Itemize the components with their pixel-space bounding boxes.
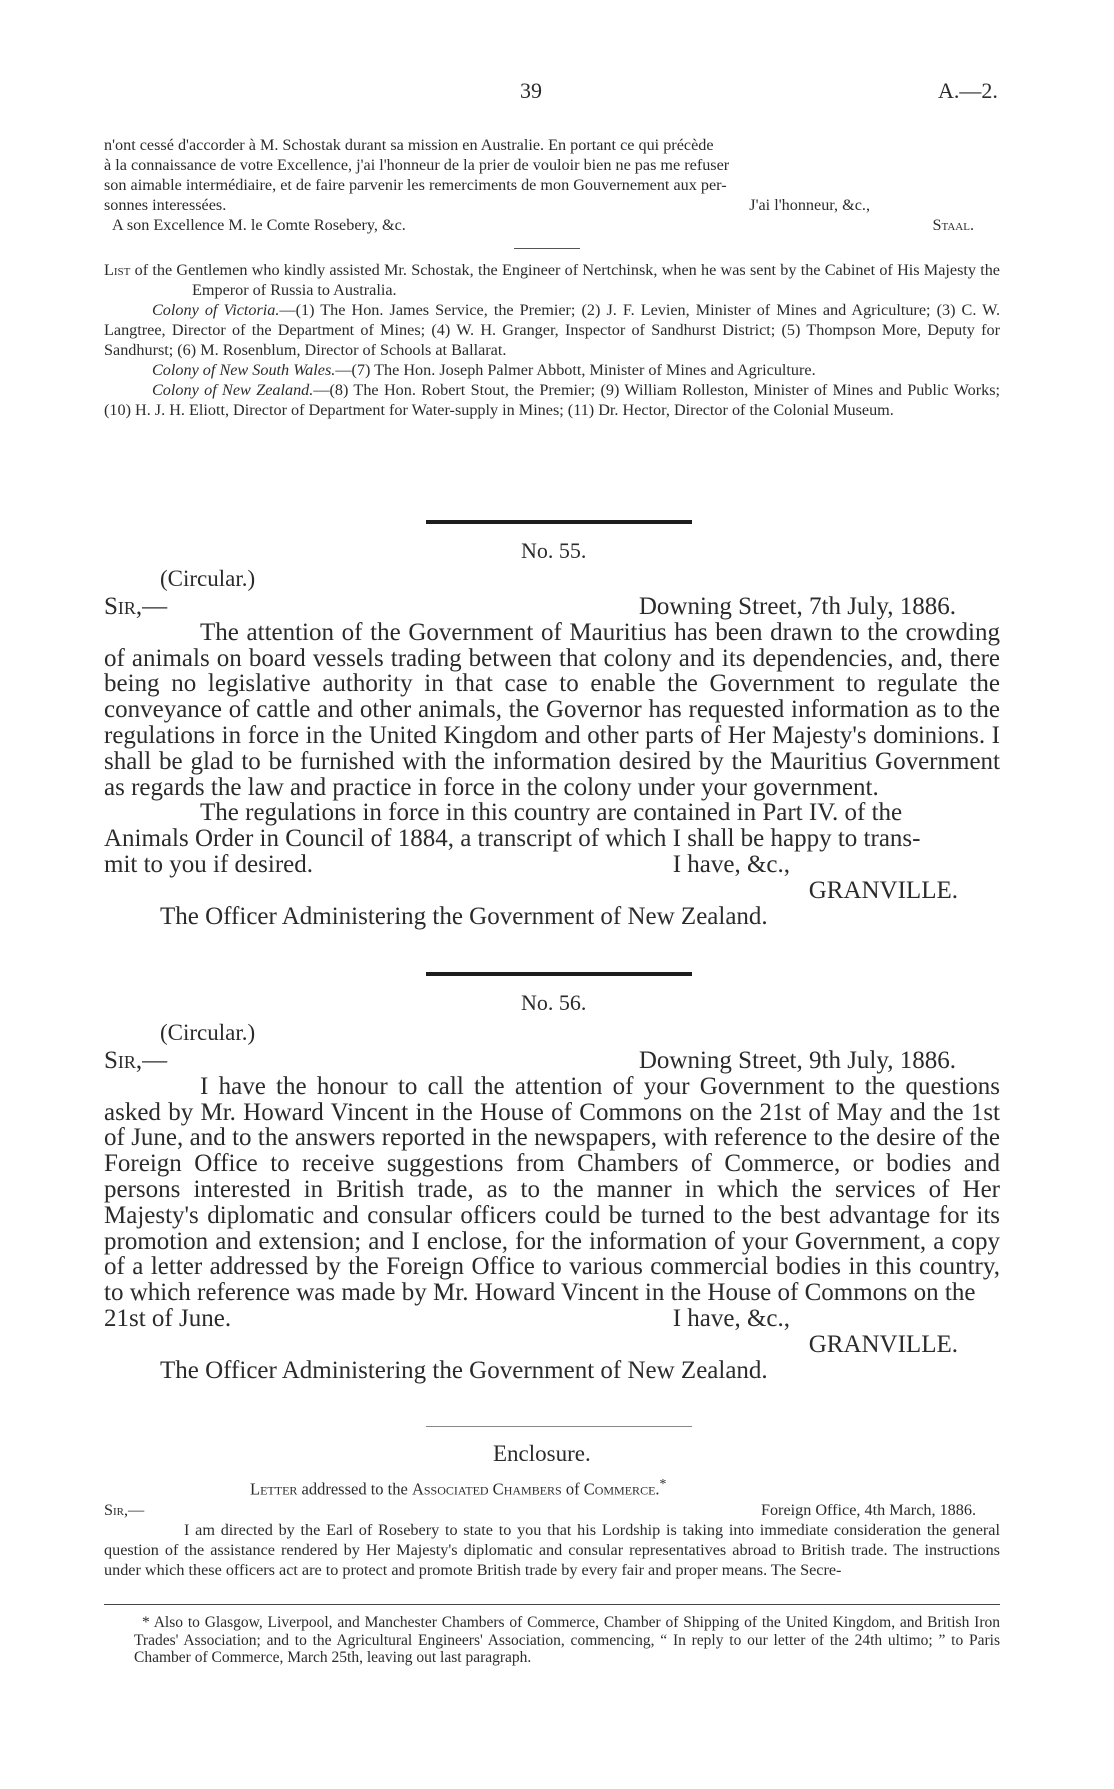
no56-place-date: Downing Street, 9th July, 1886.	[638, 1047, 956, 1074]
colony-text-victoria: —(1) The Hon. James Service, the Premier; (2) J. F. Levien, Minister of Mines and Agriculture; (3) C. W. Langtree, Director of the Department of Mines; (4) W. H. Granger, Inspector of Sandhurst District; (5) Thompson More, Deputy for Sandhurst; (6) M. Rosenblum, Director of Schools at Ballarat.	[104, 301, 1001, 359]
no56-paragraph-1: I have the honour to call the attention of your Government to the questions asked by Mr. Howard Vincent in the House of Commons on the 21st of May and the 1st of June, and to the answers reported in the newspapers, with reference to the desire of the Foreign Office to receive suggestions from Chambers of Commerce, or bodies and persons interested in British trade, as to the manner in which the services of Her Majesty's diplomatic and consular officers could be turned to the best advantage for its promotion and extension; and I enclose, for the information of your Government, a copy of a letter addressed by the Foreign Office to various commercial bodies in this country, to which reference was made by Mr. Howard Vincent in the House of Commons on the	[104, 1072, 1000, 1307]
french-line-4: sonnes interessées.	[104, 196, 227, 214]
french-valediction: J'ai l'honneur, &c.,	[749, 196, 870, 214]
enclosure-body: I am directed by the Earl of Rosebery to state to you that his Lordship is taking into immediate consideration the general question of the assistance rendered by Her Majesty's diplomatic and consular representatives abroad to British trade. The instructions under which these officers act are to protect and promote British trade by every fair and proper means. The Secre-	[104, 1521, 1000, 1579]
footnote	[104, 1614, 1000, 1667]
no56-letter	[104, 1048, 1000, 1383]
no55-paragraph-2-line-1: The regulations in force in this country are contained in Part IV. of the	[200, 799, 903, 827]
french-signature: Staal.	[932, 216, 974, 234]
footnote-text: * Also to Glasgow, Liverpool, and Manchester Chambers of Commerce, Chamber of Shipping of the United Kingdom, and British Iron Trades' Association; and to the Agricultural Engineers' Association, commencing, “ In reply to our letter of the 24th ultimo; ” to Paris Chamber of Commerce, March 25th, leaving out last paragraph.	[134, 1614, 1000, 1666]
no56-valediction: I have, &c.,	[672, 1304, 790, 1332]
colony-name-nsw: Colony of New South Wales.	[152, 361, 336, 379]
section-divider-55	[426, 520, 692, 524]
enclosure-subtitle-of: of	[561, 1479, 584, 1499]
enclosure-divider	[426, 1426, 692, 1427]
french-line-3: son aimable intermédiaire, et de faire parvenir les remerciments de mon Gouvernement aux per-	[104, 176, 727, 194]
no55-place-date: Downing Street, 7th July, 1886.	[638, 593, 956, 620]
no56-signature: GRANVILLE.	[808, 1330, 958, 1358]
footnote-marker: *	[659, 1476, 667, 1491]
no55-salutation: Sir,—	[104, 593, 168, 620]
no55-signature-row	[104, 878, 1000, 904]
colony-entry-nsw	[104, 360, 1000, 380]
document-reference: A.—2.	[938, 78, 998, 103]
colony-entry-nz	[104, 380, 1000, 420]
list-title	[104, 260, 1000, 300]
short-divider	[514, 248, 580, 249]
colony-entry-victoria	[104, 300, 1000, 360]
list-title-lead: List	[104, 261, 131, 279]
no55-valediction: I have, &c.,	[672, 850, 790, 878]
colony-text-nsw: —(7) The Hon. Joseph Palmer Abbott, Minister of Mines and Agriculture.	[335, 361, 816, 379]
no55-letter	[104, 594, 1000, 929]
enclosure-subtitle-mid: addressed to the	[297, 1479, 412, 1499]
no55-paragraph-2-end: mit to you if desired.	[104, 850, 313, 878]
no56-salutation: Sir,—	[104, 1047, 168, 1074]
enclosure-salutation-row	[104, 1500, 1000, 1520]
enclosure-salutation: Sir,—	[104, 1501, 145, 1519]
no55-number: No. 55.	[521, 538, 587, 563]
no56-circular: (Circular.)	[160, 1020, 256, 1045]
enclosure-subtitle-lead: Letter	[250, 1479, 298, 1499]
french-line-2: à la connaissance de votre Excellence, j'ai l'honneur de la prier de vouloir bien ne pas me refuser	[104, 156, 730, 174]
page-number: 39	[520, 78, 542, 103]
no56-paragraph-1-end: 21st of June.	[104, 1304, 232, 1332]
no56-number: No. 56.	[521, 990, 587, 1015]
enclosure-subtitle-commerce: Commerce.	[583, 1479, 660, 1499]
colony-text-nz: —(8) The Hon. Robert Stout, the Premier; (9) William Rolleston, Minister of Mines and Public Works; (10) H. J. H. Eliott, Director of Department for Water-supply in Mines; (11) Dr. Hector, Director of the Colonial Museum.	[104, 381, 1000, 419]
no55-circular: (Circular.)	[160, 566, 256, 591]
no55-salutation-row	[104, 594, 1000, 620]
enclosure-letter	[104, 1500, 1000, 1580]
colony-name-victoria: Colony of Victoria.	[152, 301, 280, 319]
no55-closing-row	[104, 852, 1000, 878]
french-addressee-row	[104, 215, 1000, 235]
enclosure-title: Enclosure.	[493, 1441, 591, 1466]
colony-name-nz: Colony of New Zealand.	[152, 381, 314, 399]
french-letter	[104, 135, 1000, 235]
no56-closing-row	[104, 1306, 1000, 1332]
french-closing	[104, 195, 1000, 215]
no55-signature: GRANVILLE.	[808, 876, 958, 904]
french-addressee: A son Excellence M. le Comte Rosebery, &c.	[112, 216, 406, 234]
no56-addressee: The Officer Administering the Government of New Zealand.	[160, 1356, 768, 1384]
gentlemen-list	[104, 260, 1000, 420]
enclosure-subtitle-name: Associated Chambers	[411, 1479, 562, 1499]
list-title-rest: of the Gentlemen who kindly assisted Mr. Schostak, the Engineer of Nertchinsk, when he was sent by the Cabinet of His Majesty the Emperor of Russia to Australia.	[130, 261, 1000, 299]
french-line-1: n'ont cessé d'accorder à M. Schostak durant sa mission en Australie. En portant ce qui précède	[104, 136, 714, 154]
no55-paragraph-2-line-2: Animals Order in Council of 1884, a transcript of which I shall be happy to trans-	[104, 825, 921, 853]
no55-paragraph-1: The attention of the Government of Mauritius has been drawn to the crowding of animals on board vessels trading between that colony and its dependencies, and, there being no legislative authority in that case to enable the Government to regulate the conveyance of cattle and other animals, the Governor has requested information as to the regulations in force in the United Kingdom and other parts of Her Majesty's dominions. I shall be glad to be furnished with the information desired by the Mauritius Government as regards the law and practice in force in the colony under your government.	[104, 618, 1000, 801]
footnote-rule	[104, 1604, 1000, 1605]
no55-addressee: The Officer Administering the Government of New Zealand.	[160, 902, 768, 930]
no56-salutation-row	[104, 1048, 1000, 1074]
section-divider-56	[426, 972, 692, 976]
enclosure-subtitle	[250, 1476, 666, 1500]
enclosure-place-date: Foreign Office, 4th March, 1886.	[760, 1501, 976, 1519]
no56-signature-row	[104, 1332, 1000, 1358]
